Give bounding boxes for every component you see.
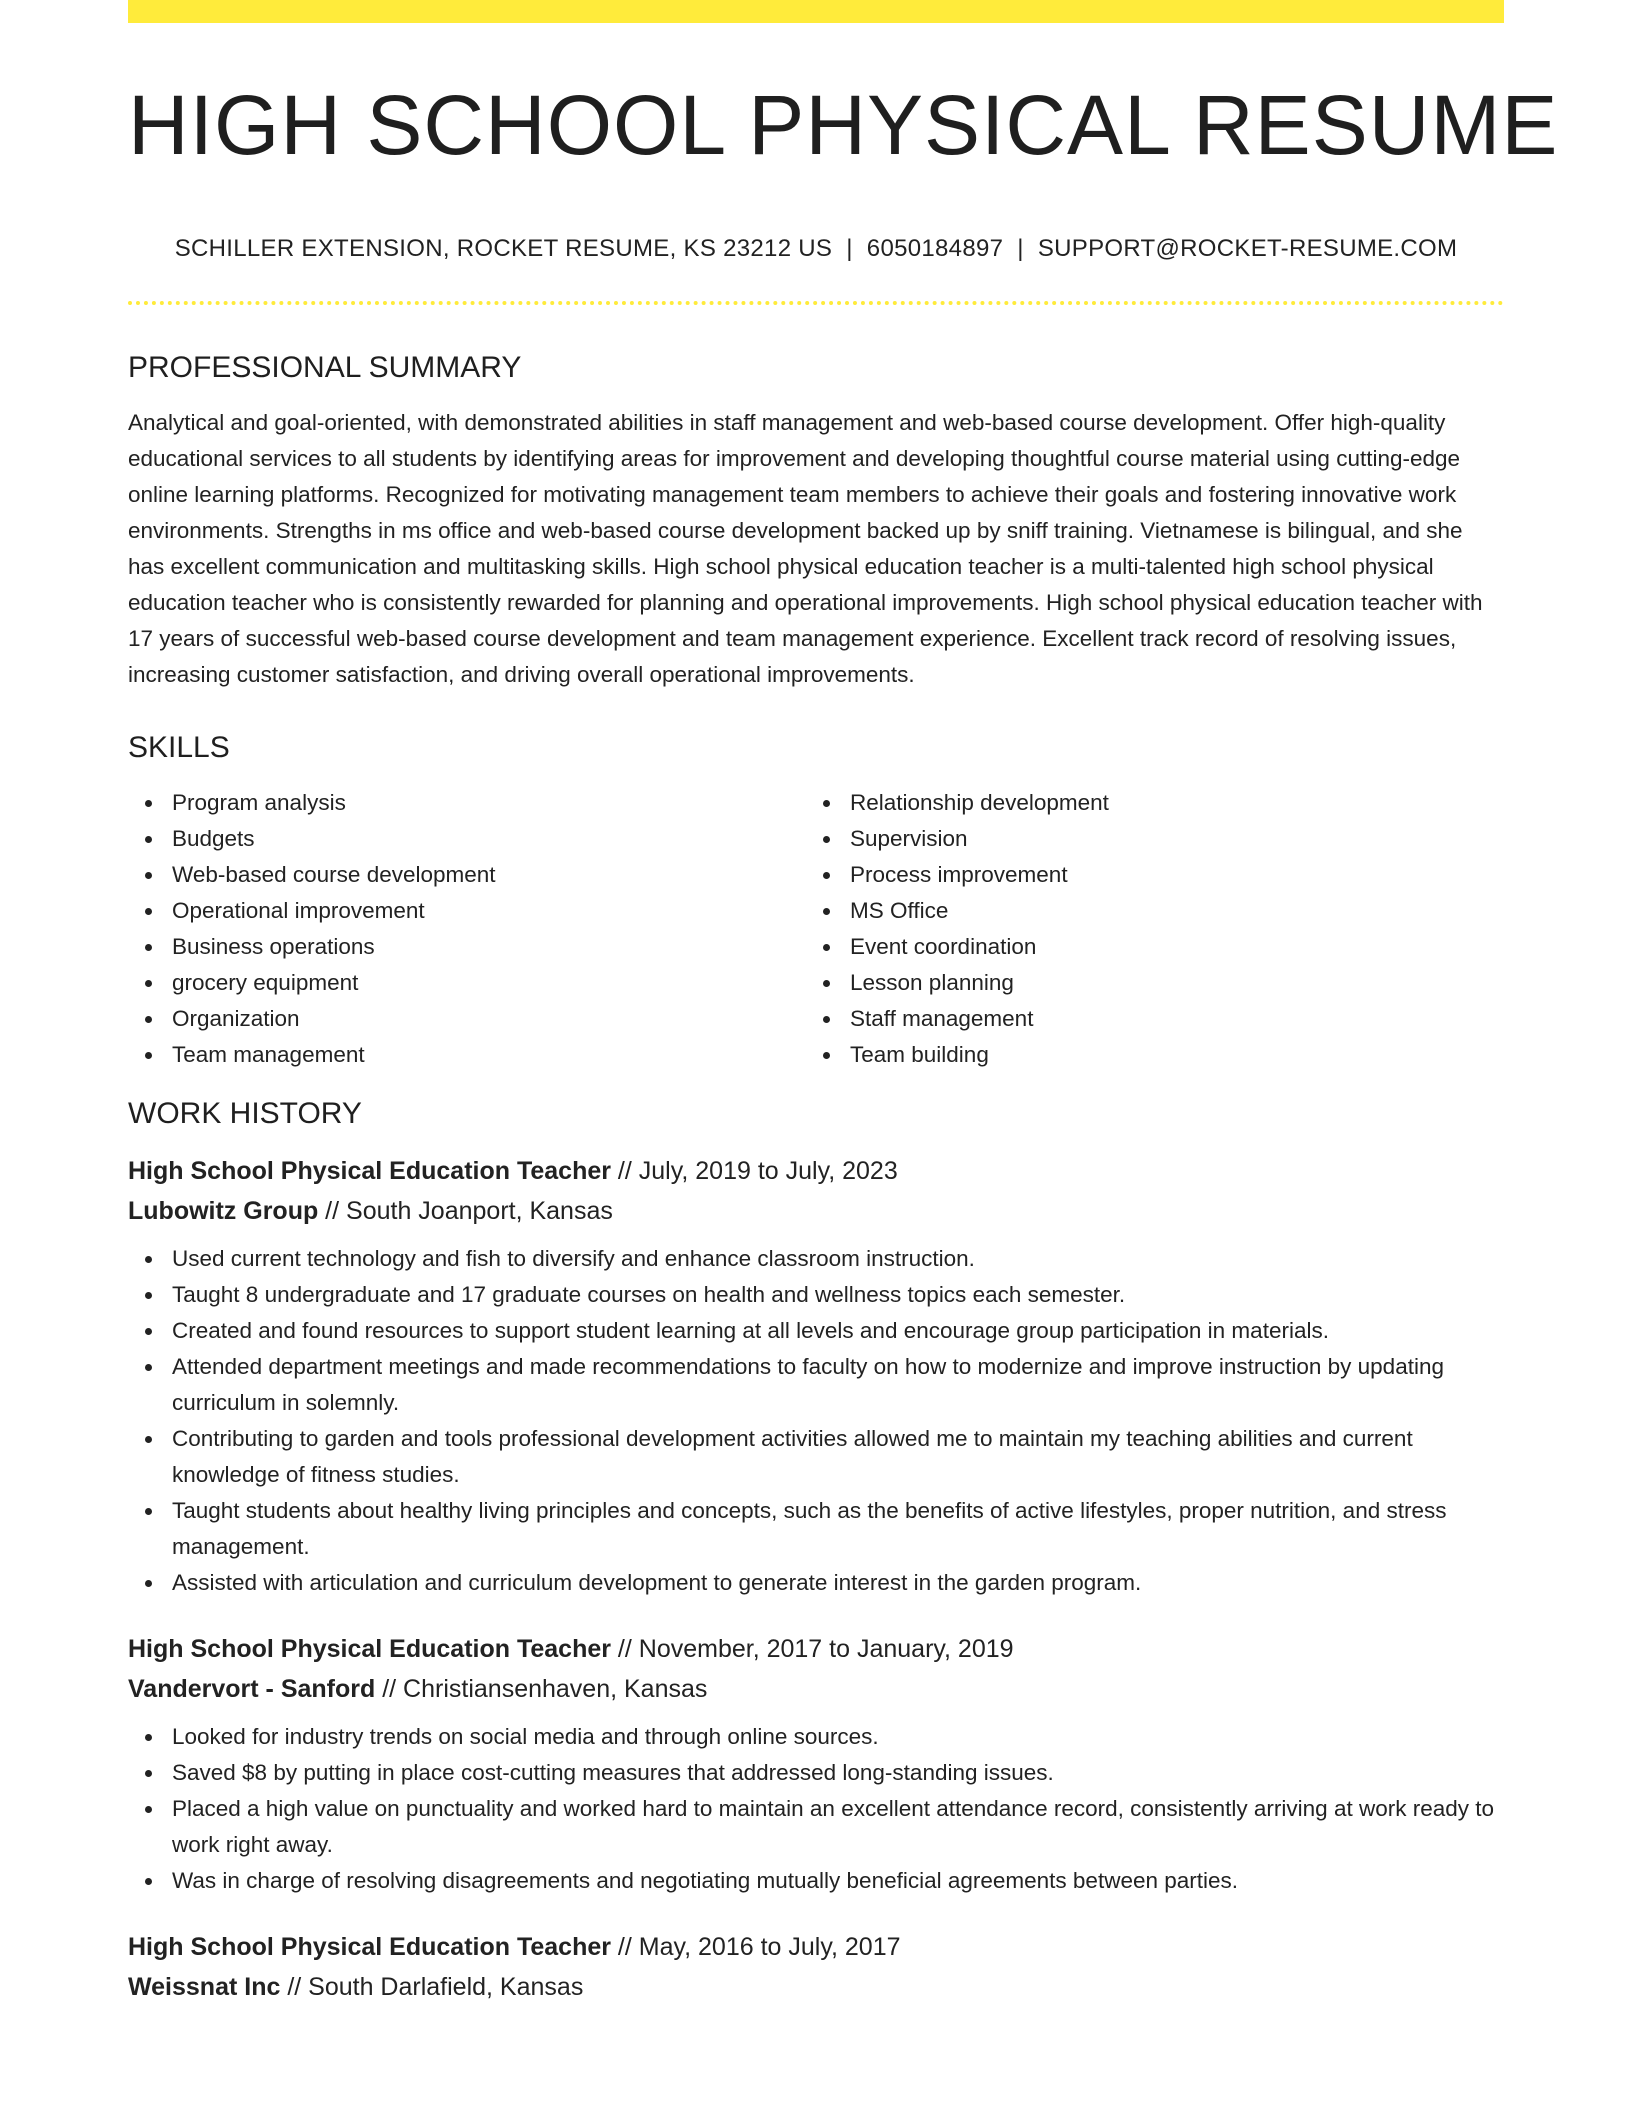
accent-top-bar xyxy=(128,0,1504,23)
job-title-line xyxy=(128,1629,1504,1669)
dotted-divider xyxy=(128,301,1504,305)
job-location: // South Darlafield, Kansas xyxy=(280,1973,584,2001)
duty-item: Used current technology and fish to diversify and enhance classroom instruction. xyxy=(128,1241,1504,1277)
skills-heading: SKILLS xyxy=(128,731,230,764)
duty-item: Attended department meetings and made recommendations to faculty on how to modernize and improve instruction by updating curriculum in solemnly. xyxy=(128,1349,1504,1421)
job-company-line xyxy=(128,1669,1504,1709)
job-role: High School Physical Education Teacher xyxy=(128,1635,611,1663)
skill-item: Event coordination xyxy=(806,929,1484,965)
skill-item: Staff management xyxy=(806,1001,1484,1037)
job-role: High School Physical Education Teacher xyxy=(128,1157,611,1185)
skill-item: Process improvement xyxy=(806,857,1484,893)
work-history-heading: WORK HISTORY xyxy=(128,1097,362,1130)
skill-item: Budgets xyxy=(128,821,806,857)
job-entry xyxy=(128,1629,1504,1899)
skill-item: Organization xyxy=(128,1001,806,1037)
summary-text: Analytical and goal-oriented, with demonstrated abilities in staff management and web-based course development. Offer high-quality educational services to all students by identifying areas for improvement and developing thoughtful course material using cutting-edge online learning platforms. Recognized for motivating management team members to achieve their goals and fostering innovative work environments. Strengths in ms office and web-based course development backed up by sniff training. Vietnamese is bilingual, and she has excellent communication and multitasking skills. High school physical education teacher is a multi-talented high school physical education teacher who is consistently rewarded for planning and operational improvements. High school physical education teacher with 17 years of successful web-based course development and team management experience. Excellent track record of resolving issues, increasing customer satisfaction, and driving overall operational improvements. xyxy=(128,410,1483,687)
job-location: // South Joanport, Kansas xyxy=(318,1197,613,1225)
skill-item: Team management xyxy=(128,1037,806,1073)
duty-item: Contributing to garden and tools professional development activities allowed me to maintain my teaching abilities and current knowledge of fitness studies. xyxy=(128,1421,1504,1493)
job-title-line xyxy=(128,1927,1504,1967)
job-dates: // November, 2017 to January, 2019 xyxy=(610,1635,1014,1663)
duty-item: Taught 8 undergraduate and 17 graduate courses on health and wellness topics each semester. xyxy=(128,1277,1504,1313)
contact-email: SUPPORT@ROCKET-RESUME.COM xyxy=(1037,235,1458,262)
job-title-line xyxy=(128,1151,1504,1191)
skill-item: grocery equipment xyxy=(128,965,806,1001)
job-duties xyxy=(128,1241,1504,1601)
duty-item: Saved $8 by putting in place cost-cutting measures that addressed long-standing issues. xyxy=(128,1755,1504,1791)
skills-column-left xyxy=(128,785,806,1073)
duty-item: Taught students about healthy living principles and concepts, such as the benefits of active lifestyles, proper nutrition, and stress management. xyxy=(128,1493,1504,1565)
job-company-line xyxy=(128,1191,1504,1231)
skill-item: Business operations xyxy=(128,929,806,965)
summary-heading: PROFESSIONAL SUMMARY xyxy=(128,351,522,384)
job-company-line xyxy=(128,1967,1504,2007)
job-entry xyxy=(128,1927,1504,2007)
duty-item: Looked for industry trends on social media and through online sources. xyxy=(128,1719,1504,1755)
skills-list xyxy=(128,785,1504,1073)
job-role: High School Physical Education Teacher xyxy=(128,1933,611,1961)
job-company: Weissnat Inc xyxy=(128,1973,281,2001)
duty-item: Was in charge of resolving disagreements and negotiating mutually beneficial agreements between parties. xyxy=(128,1863,1504,1899)
skill-item: Team building xyxy=(806,1037,1484,1073)
skill-item: Lesson planning xyxy=(806,965,1484,1001)
job-dates: // July, 2019 to July, 2023 xyxy=(610,1157,898,1185)
job-location: // Christiansenhaven, Kansas xyxy=(375,1675,708,1703)
skill-item: Operational improvement xyxy=(128,893,806,929)
resume-name: HIGH SCHOOL PHYSICAL RESUME xyxy=(128,78,1559,172)
contact-address: SCHILLER EXTENSION, ROCKET RESUME, KS 23212 US xyxy=(174,235,833,262)
skill-item: Supervision xyxy=(806,821,1484,857)
job-entry xyxy=(128,1151,1504,1601)
duty-item: Created and found resources to support student learning at all levels and encourage group participation in materials. xyxy=(128,1313,1504,1349)
job-duties xyxy=(128,1719,1504,1899)
resume-page xyxy=(128,0,1559,2007)
duty-item: Placed a high value on punctuality and worked hard to maintain an excellent attendance record, consistently arriving at work ready to work right away. xyxy=(128,1791,1504,1863)
contact-separator: | xyxy=(846,235,853,262)
contact-phone: 6050184897 xyxy=(866,235,1004,262)
contact-separator: | xyxy=(1017,235,1024,262)
contact-line xyxy=(128,237,1504,261)
skill-item: Program analysis xyxy=(128,785,806,821)
duty-item: Assisted with articulation and curriculum development to generate interest in the garden program. xyxy=(128,1565,1504,1601)
job-dates: // May, 2016 to July, 2017 xyxy=(610,1933,901,1961)
skill-item: MS Office xyxy=(806,893,1484,929)
job-company: Lubowitz Group xyxy=(128,1197,319,1225)
skill-item: Relationship development xyxy=(806,785,1484,821)
job-company: Vandervort - Sanford xyxy=(128,1675,376,1703)
skills-column-right xyxy=(806,785,1484,1073)
skill-item: Web-based course development xyxy=(128,857,806,893)
